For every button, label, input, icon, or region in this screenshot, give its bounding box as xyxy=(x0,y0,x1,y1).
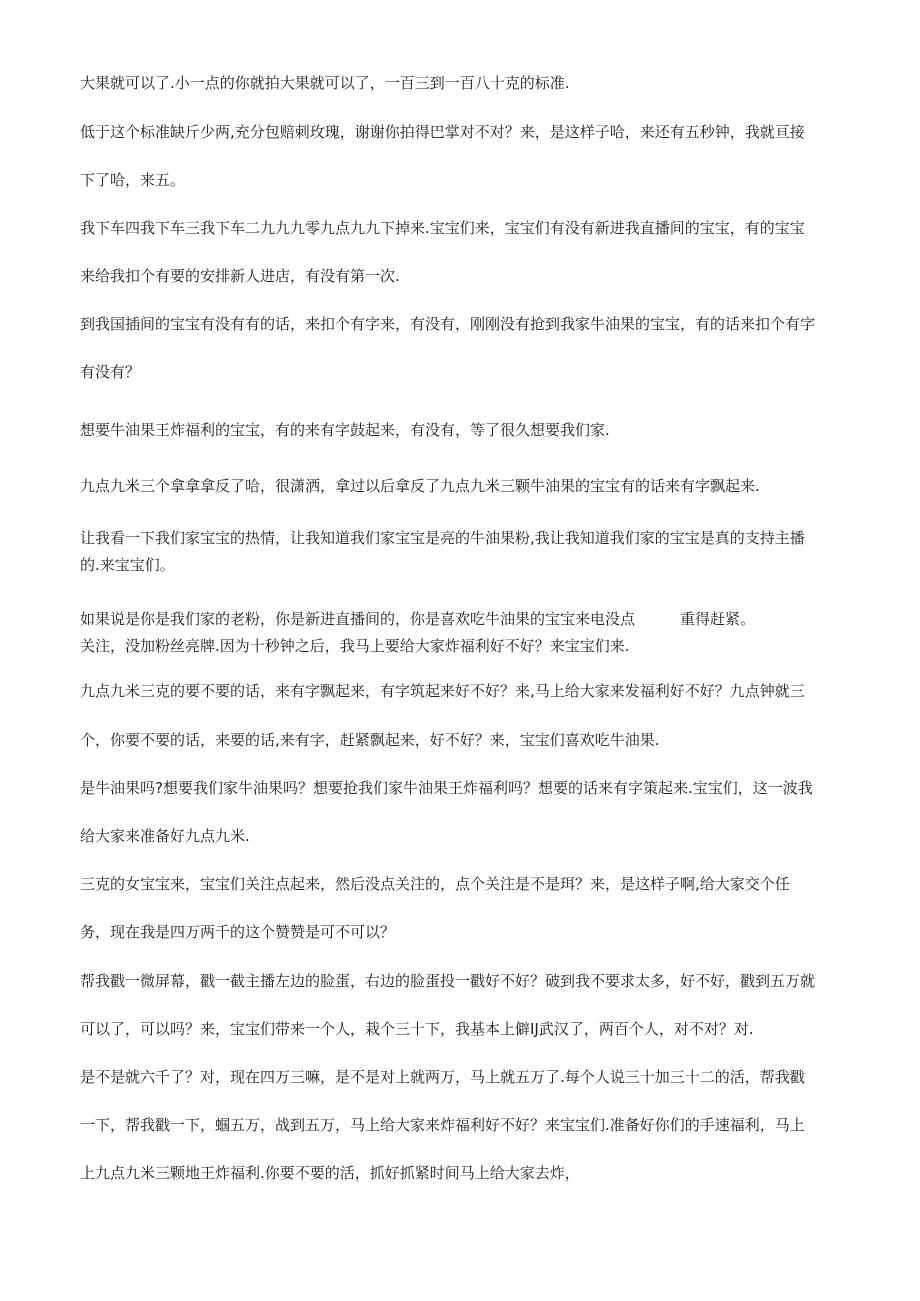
text-line-22: 是不是就六千了？对，现在四万三嘛，是不是对上就两万，马上就五万了.每个人说三十加三十二的活，帮我戳 xyxy=(80,1068,805,1086)
text-line-2: 低于这个标准缺斤少两,充分包赔刺玫瑰，谢谢你拍得巴掌对不对？来，是这样子哈，来还有五秒钟，我就亘接 xyxy=(80,123,805,141)
text-line-3: 下了哈，来五。 xyxy=(80,171,186,189)
side-note: 重得赶紧。 xyxy=(680,610,756,628)
text-line-17: 给大家来准备好九点九米. xyxy=(80,827,250,845)
text-line-9: 九点九米三个拿拿拿反了哈，很潇洒，拿过以后拿反了九点九米三颗牛油果的宝宝有的话来有字飘起来. xyxy=(80,477,760,495)
text-line-21: 可以了，可以吗？来，宝宝们带来一个人，栽个三十下，我基本上僻IJ武汉了，两百个人，对不对？对. xyxy=(80,1020,754,1038)
text-line-1: 大果就可以了.小一点的你就拍大果就可以了，一百三到一百八十克的标准. xyxy=(80,74,570,92)
text-line-20: 帮我戳一微屏幕，戳一截主播左边的脸蛋，右边的脸蛋投一戳好不好？破到我不要求太多，好不好，戳到五万就 xyxy=(80,972,816,990)
text-line-5: 来给我扣个有要的安排新人进店，有没有第一次. xyxy=(80,267,400,285)
text-line-12: 如果说是你是我们家的老粉，你是新进直播间的，你是喜欢吃牛油果的宝宝来电没点 xyxy=(80,610,636,628)
text-line-4: 我下车四我下车三我下车二九九九零九点九九下掉来.宝宝们来，宝宝们有没有新进我直播间的宝宝，有的宝宝 xyxy=(80,219,805,237)
text-line-6: 到我国插间的宝宝有没有有的话，来扣个有字来，有没有，刚刚没有抢到我家牛油果的宝宝，有的话来扣个有字 xyxy=(80,315,816,333)
text-line-24: 上九点九米三颗地王炸福利.你要不要的活，抓好抓紧时间马上给大家去炸， xyxy=(80,1164,580,1182)
text-line-19: 务，现在我是四万两千的这个赞赞是可不可以？ xyxy=(80,923,396,941)
text-line-8: 想要牛油果王炸福利的宝宝，有的来有字鼓起来，有没有，等了很久想要我们家. xyxy=(80,421,610,439)
text-line-15: 个，你要不要的话，来要的话,来有字，赶紧飘起来，好不好？来，宝宝们喜欢吃牛油果. xyxy=(80,731,660,749)
text-line-23: 一下，帮我戳一下，蝈五万，战到五万，马上给大家来炸福利好不好？来宝宝们.准备好你们的手速福利，马上 xyxy=(80,1116,805,1134)
text-line-18: 三克的女宝宝来，宝宝们关注点起来，然后没点关注的，点个关注是不是珥？来，是这样子啊,给大家交个任 xyxy=(80,875,790,893)
text-line-16: 是牛油果吗?想要我们家牛油果吗？想要抢我们家牛油果王炸福利吗？想要的话来有字策起来.宝宝们，这一波我 xyxy=(80,779,813,797)
text-line-7: 有没有？ xyxy=(80,363,141,381)
text-line-13: 关注，没加粉丝亮牌.因为十秒钟之后，我马上要给大家炸福利好不好？来宝宝们来. xyxy=(80,637,630,655)
text-line-10: 让我看一下我们家宝宝的热情，让我知道我们家宝宝是亮的牛油果粉,我让我知道我们家的宝宝是真的支持主播 xyxy=(80,529,805,547)
text-line-11: 的.来宝宝们。 xyxy=(80,556,175,574)
text-line-14: 九点九米三克的要不要的话，来有字飘起来，有字筑起来好不好？来,马上给大家来发福利好不好？九点钟就三 xyxy=(80,682,805,700)
